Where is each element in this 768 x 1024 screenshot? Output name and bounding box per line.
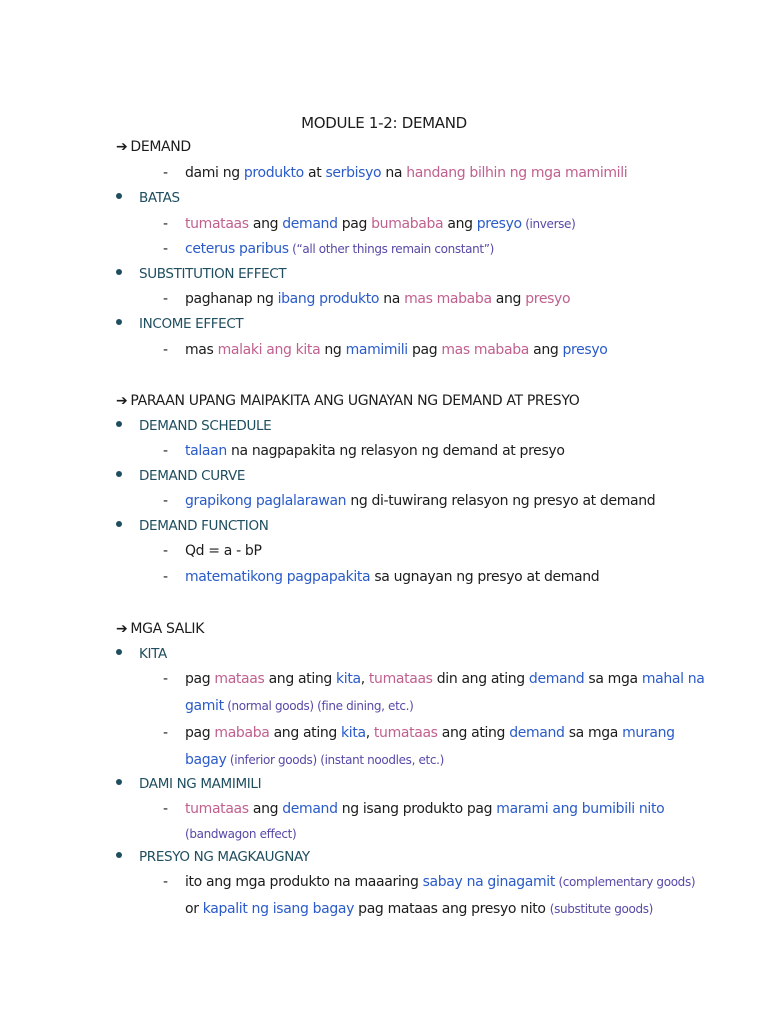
text-segment: marami ang bumibili nito <box>496 801 665 817</box>
text-segment: tumataas <box>368 671 433 687</box>
text-segment: serbisyo <box>325 165 382 181</box>
text-segment: DEMAND CURVE <box>139 468 246 484</box>
text-segment: (inverse) <box>521 217 576 231</box>
text-segment: (“all other things remain constant”) <box>288 242 494 256</box>
text-segment: pag <box>185 725 215 741</box>
continuation-line <box>185 752 444 768</box>
continuation-line <box>185 901 653 917</box>
text-segment: INCOME EFFECT <box>139 316 244 332</box>
bullet-item <box>116 518 268 534</box>
dash-marker-icon: - <box>163 569 168 585</box>
text-segment: bagay <box>185 752 227 768</box>
text-segment: pag <box>185 671 215 687</box>
text-segment: ang <box>248 801 283 817</box>
text-segment: na <box>379 291 405 307</box>
bullet-dot-icon <box>116 421 122 427</box>
text-segment: SUBSTITUTION EFFECT <box>139 266 287 282</box>
text-segment: mas mababa <box>441 342 529 358</box>
dash-marker-icon: - <box>163 493 168 509</box>
dash-item <box>163 241 494 257</box>
text-segment: dami ng <box>185 165 244 181</box>
text-segment: PARAAN UPANG MAIPAKITA ANG UGNAYAN NG DEMAND AT PRESYO <box>130 393 580 409</box>
text-segment: KITA <box>139 646 167 662</box>
text-segment: gamit <box>185 698 224 714</box>
text-segment: mas <box>185 342 218 358</box>
text-segment: demand <box>282 216 338 232</box>
text-segment: sa mga <box>584 671 642 687</box>
text-segment: bumababa <box>371 216 444 232</box>
text-segment: or <box>185 901 203 917</box>
text-segment: kapalit ng isang bagay <box>202 901 355 917</box>
text-segment: mahal na <box>641 671 705 687</box>
dash-marker-icon: - <box>163 671 168 687</box>
text-segment: ceterus paribus <box>185 241 289 257</box>
bullet-dot-icon <box>116 521 122 527</box>
dash-item <box>163 165 627 181</box>
text-segment: tumataas <box>373 725 438 741</box>
text-segment: (inferior goods) (instant noodles, etc.) <box>226 753 444 767</box>
text-segment: grapikong paglalarawan <box>185 493 347 509</box>
bullet-dot-icon <box>116 779 122 785</box>
text-segment: ang ating <box>437 725 510 741</box>
dash-item <box>163 216 575 232</box>
dash-marker-icon: - <box>163 342 168 358</box>
dash-marker-icon: - <box>163 725 168 741</box>
text-segment: ang ating <box>264 671 337 687</box>
dash-marker-icon: - <box>163 165 168 181</box>
dash-item <box>163 671 705 687</box>
text-segment: produkto <box>243 165 304 181</box>
text-segment: mababa <box>214 725 270 741</box>
bullet-item <box>116 468 245 484</box>
text-segment: ibang produkto <box>277 291 380 307</box>
text-segment: ang ating <box>269 725 342 741</box>
dash-marker-icon: - <box>163 291 168 307</box>
text-segment: tumataas <box>185 216 249 232</box>
text-segment: DAMI NG MAMIMILI <box>139 776 262 792</box>
dash-item <box>163 801 664 817</box>
text-segment: mas mababa <box>404 291 492 307</box>
text-segment: demand <box>282 801 338 817</box>
text-segment: ang <box>528 342 563 358</box>
text-segment: sa ugnayan ng presyo at demand <box>370 569 600 585</box>
page-title: MODULE 1-2: DEMAND <box>301 114 467 132</box>
bullet-item <box>116 190 180 206</box>
text-segment: kita <box>336 671 361 687</box>
text-segment: na nagpapakita ng relasyon ng demand at presyo <box>226 443 565 459</box>
text-segment: pag <box>337 216 372 232</box>
dash-item <box>163 493 655 509</box>
text-segment: mataas <box>214 671 265 687</box>
dash-item <box>163 291 570 307</box>
text-segment: ng <box>320 342 346 358</box>
bullet-item <box>116 776 261 792</box>
bullet-dot-icon <box>116 319 122 325</box>
dash-marker-icon: - <box>163 801 168 817</box>
text-segment: DEMAND FUNCTION <box>139 518 269 534</box>
dash-marker-icon: - <box>163 216 168 232</box>
bullet-dot-icon <box>116 269 122 275</box>
text-segment: (complementary goods) <box>554 875 696 889</box>
bullet-item <box>116 266 286 282</box>
text-segment: DEMAND SCHEDULE <box>139 418 272 434</box>
text-segment: , <box>360 671 369 687</box>
continuation-line <box>185 826 296 842</box>
text-segment: (normal goods) (fine dining, etc.) <box>223 699 414 713</box>
text-segment: ang <box>248 216 283 232</box>
text-segment: presyo <box>562 342 608 358</box>
text-segment: sabay na ginagamit <box>422 874 555 890</box>
text-segment: tumataas <box>185 801 249 817</box>
text-segment: , <box>365 725 374 741</box>
dash-item <box>163 342 607 358</box>
text-segment: talaan <box>185 443 227 459</box>
text-segment: (bandwagon effect) <box>185 827 297 841</box>
dash-item <box>163 725 675 741</box>
text-segment: BATAS <box>139 190 180 206</box>
bullet-dot-icon <box>116 471 122 477</box>
text-segment: DEMAND <box>130 139 191 155</box>
bullet-item <box>116 646 167 662</box>
text-segment: ito ang mga produkto na maaaring <box>185 874 423 890</box>
dash-item <box>163 874 695 890</box>
section-heading <box>116 393 579 409</box>
dash-marker-icon: - <box>163 543 168 559</box>
text-segment: ng isang produkto pag <box>337 801 497 817</box>
text-segment: Qd = a - bP <box>185 543 262 559</box>
text-segment: malaki ang kita <box>217 342 321 358</box>
section-heading <box>116 139 191 155</box>
text-segment: MGA SALIK <box>130 621 205 637</box>
text-segment: matematikong pagpapakita <box>185 569 371 585</box>
bullet-dot-icon <box>116 193 122 199</box>
text-segment: din ang ating <box>432 671 529 687</box>
text-segment: handang bilhin ng mga mamimili <box>406 165 628 181</box>
arrow-icon: ➔ <box>116 621 128 637</box>
text-segment: paghanap ng <box>185 291 278 307</box>
arrow-icon: ➔ <box>116 393 128 409</box>
text-segment: ang <box>491 291 526 307</box>
text-segment: sa mga <box>564 725 623 741</box>
text-segment: demand <box>509 725 565 741</box>
dash-marker-icon: - <box>163 241 168 257</box>
text-segment: at <box>303 165 326 181</box>
text-segment: mamimili <box>345 342 408 358</box>
arrow-icon: ➔ <box>116 139 128 155</box>
dash-item <box>163 443 565 459</box>
dash-marker-icon: - <box>163 874 168 890</box>
bullet-item <box>116 316 243 332</box>
dash-item <box>163 543 262 559</box>
bullet-item <box>116 418 271 434</box>
text-segment: PRESYO NG MAGKAUGNAY <box>139 849 310 865</box>
text-segment: pag <box>407 342 442 358</box>
text-segment: ng di-tuwirang relasyon ng presyo at demand <box>346 493 656 509</box>
text-segment: presyo <box>525 291 571 307</box>
dash-item <box>163 569 599 585</box>
text-segment: ang <box>443 216 477 232</box>
section-heading <box>116 621 204 637</box>
text-segment: murang <box>622 725 675 741</box>
text-segment: pag mataas ang presyo nito <box>354 901 550 917</box>
continuation-line <box>185 698 413 714</box>
bullet-dot-icon <box>116 852 122 858</box>
text-segment: na <box>381 165 407 181</box>
text-segment: presyo <box>476 216 522 232</box>
text-segment: kita <box>341 725 366 741</box>
bullet-dot-icon <box>116 649 122 655</box>
bullet-item <box>116 849 310 865</box>
text-segment: (substitute goods) <box>549 902 653 916</box>
text-segment: demand <box>528 671 585 687</box>
dash-marker-icon: - <box>163 443 168 459</box>
